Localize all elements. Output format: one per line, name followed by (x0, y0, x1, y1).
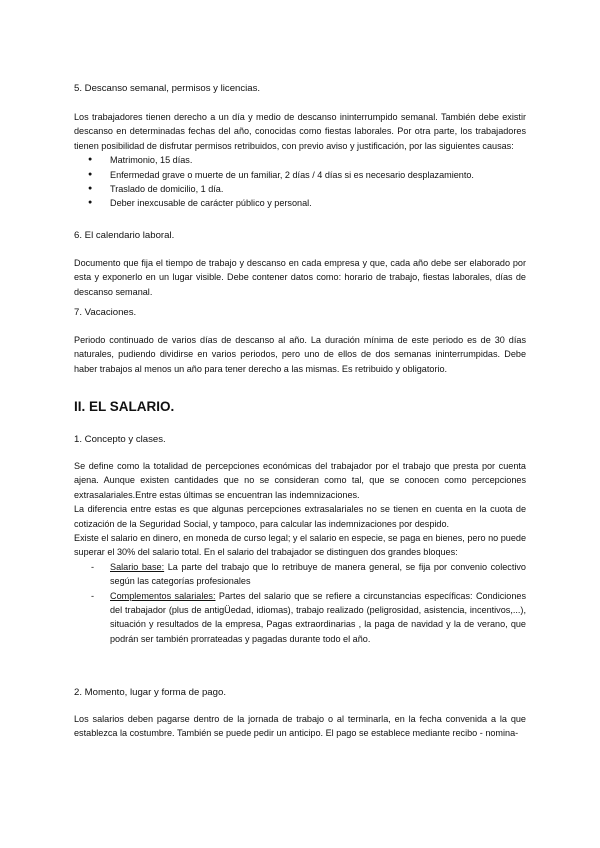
section-7-heading: 7. Vacaciones. (74, 307, 137, 318)
term-label: Complementos salariales: (110, 590, 216, 601)
salary-blocks-list (74, 560, 526, 646)
section-1-paragraph-3: Existe el salario en dinero, en moneda de curso legal; y el salario en especie, se paga en bienes, pero no puede superar el 30% del salario total. En el salario del trabajador se distinguen dos grandes bloques: (74, 533, 526, 558)
term-description: La parte del trabajo que lo retribuye de manera general, se fija por convenio colectivo según las categorías profesionales (110, 561, 526, 587)
list-item: ● Traslado de domicilio, 1 día. (74, 182, 526, 196)
section-2-heading: 2. Momento, lugar y forma de pago. (74, 687, 226, 698)
list-item: ● Deber inexcusable de carácter público y personal. (74, 196, 526, 210)
section-5-heading: 5. Descanso semanal, permisos y licencias. (74, 83, 261, 94)
section-1-body (74, 459, 526, 646)
section-6-paragraph: Documento que fija el tiempo de trabajo y descanso en cada empresa y que, cada año debe ser elaborado por esta y exponerlo en un lugar visible. Debe contener datos como: horario de trabajo, fiestas laborales, días de descanso semanal. (74, 258, 526, 297)
term-label: Salario base: (110, 561, 165, 572)
term-description: Partes del salario que se refiere a circunstancias específicas: Condiciones del trabajador (plus de antigÜedad, idiomas), trabajo realizado (peligrosidad, asistencia, incentivos,...), situación y resultados de la empresa, Pagas extraordinarias , la paga de navidad y la de verano, que podrán ser también prorrateadas y pagadas durante todo el año. (110, 590, 526, 644)
list-item (74, 560, 526, 589)
section-5-paragraph: Los trabajadores tienen derecho a un día y medio de descanso ininterrumpido semanal. También debe existir descanso en determinadas fechas del año, conocidas como fiestas laborales. Por otra parte, los trabajadores tienen posibilidad de disfrutar permisos retribuidos, con previo aviso y justificación, por las siguientes causas: (74, 112, 526, 151)
part-2-title: II. EL SALARIO. (74, 399, 175, 414)
section-1-paragraph-2: La diferencia entre estas es que algunas percepciones extrasalariales no se tienen en cuenta en la cuota de cotización de la Seguridad Social, y tampoco, para calcular las indemnizaciones por despido. (74, 504, 526, 529)
list-item: ● Matrimonio, 15 días. (74, 153, 526, 167)
section-5-body (74, 110, 526, 211)
section-6-heading: 6. El calendario laboral. (74, 230, 175, 241)
permits-list (74, 153, 526, 211)
list-item (74, 589, 526, 647)
section-2-paragraph: Los salarios deben pagarse dentro de la jornada de trabajo o al terminarla, en la fecha convenida a la que establezca la costumbre. También se puede pedir un anticipo. El pago se establece mediante recibo - nomina- (74, 714, 526, 739)
list-item: ● Enfermedad grave o muerte de un familiar, 2 días / 4 días si es necesario desplazamiento. (74, 168, 526, 182)
section-7-paragraph: Periodo continuado de varios días de descanso al año. La duración mínima de este periodo es de 30 días naturales, pudiendo dividirse en varios periodos, pero uno de ellos de dos semanas ininterrumpidas. Debe haber trabajos al menos un año para tener derecho a las mismas. Es retribuido y obligatorio. (74, 335, 526, 374)
section-1-heading: 1. Concepto y clases. (74, 434, 166, 445)
section-1-paragraph-1: Se define como la totalidad de percepciones económicas del trabajador por el trabajo que presta por cuenta ajena. Aunque existen cantidades que no se consideran como tal, que se conocen como percepciones extrasalariales.Entre estas últimas se encuentran las indemnizaciones. (74, 461, 526, 500)
